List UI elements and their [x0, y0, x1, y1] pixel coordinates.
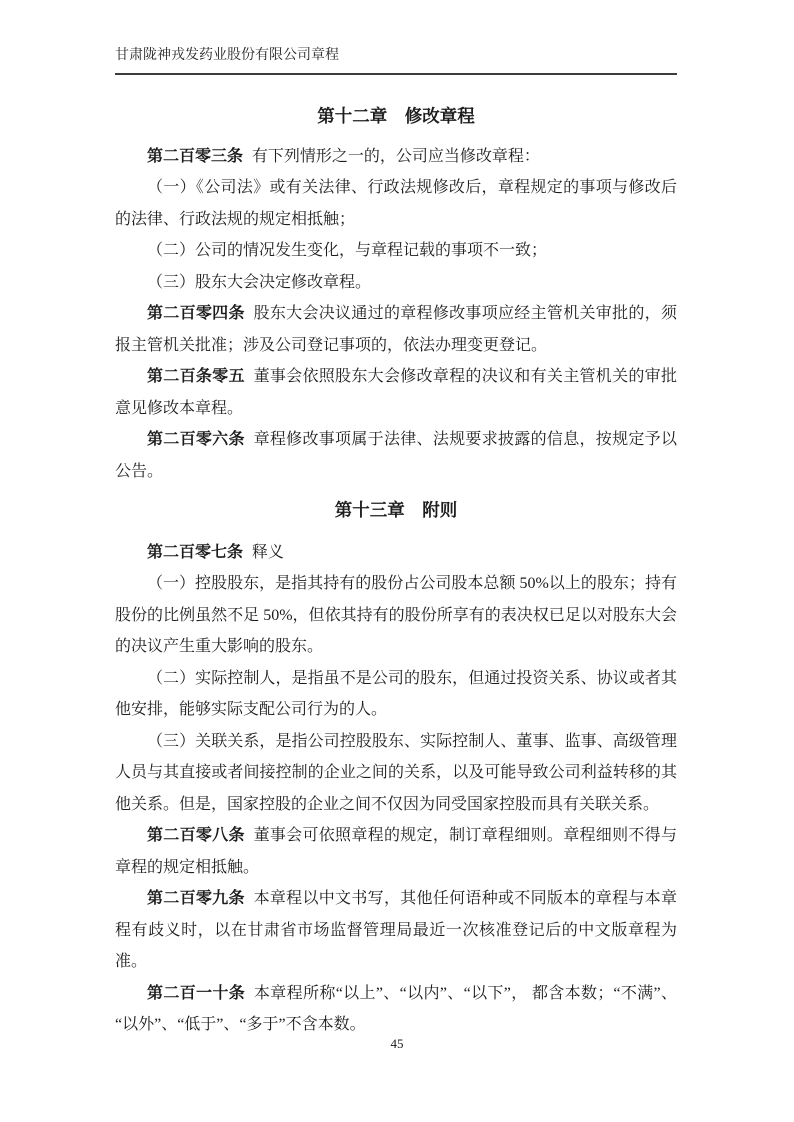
article-number: 第二百一十条 — [147, 984, 246, 1002]
article-paragraph — [115, 537, 677, 569]
article-text: 股东大会决议通过的章程修改事项应经主管机关审批的，须报主管机关批准；涉及公司登记事项的，依法办理变更登记。 — [115, 305, 677, 354]
article-text: 本章程所称“以上”、“以内”、“以下”， 都含本数；“不满”、“以外”、“低于”、“多于”不含本数。 — [115, 984, 677, 1033]
article-paragraph — [115, 883, 677, 978]
article-paragraph — [115, 235, 677, 267]
article-text: （一）《公司法》或有关法律、行政法规修改后，章程规定的事项与修改后的法律、行政法规的规定相抵触； — [115, 179, 677, 228]
article-text: （二）公司的情况发生变化，与章程记载的事项不一致； — [147, 242, 548, 259]
chapter-12-title: 第十二章 修改章程 — [317, 106, 475, 126]
article-text: 董事会可依照章程的规定，制订章程细则。章程细则不得与章程的规定相抵触。 — [115, 827, 677, 876]
article-paragraph — [115, 141, 677, 173]
article-paragraph — [115, 820, 677, 883]
article-paragraph — [115, 568, 677, 663]
article-number: 第二百零八条 — [147, 827, 245, 844]
page-number: 45 — [390, 1036, 404, 1051]
article-number: 第二百零四条 — [147, 305, 245, 322]
article-paragraph — [115, 298, 677, 361]
header-title: 甘肃陇神戎发药业股份有限公司章程 — [115, 48, 339, 63]
article-number: 第二百零九条 — [147, 890, 245, 907]
article-text: （三）股东大会决定修改章程。 — [147, 273, 372, 291]
article-text: （二）实际控制人，是指虽不是公司的股东，但通过投资关系、协议或者其他安排，能够实际支配公司行为的人。 — [115, 669, 677, 718]
chapter-13-title: 第十三章 附则 — [334, 500, 458, 520]
article-text: 章程修改事项属于法律、法规要求披露的信息，按规定予以公告。 — [115, 431, 677, 480]
article-number: 第二百条零五 — [147, 368, 245, 385]
article-text: 本章程以中文书写，其他任何语种或不同版本的章程与本章程有歧义时，以在甘肃省市场监督管理局最近一次核准登记后的中文版章程为准。 — [115, 890, 677, 970]
article-text: （一）控股股东，是指其持有的股份占公司股本总额 50%以上的股东；持有股份的比例虽然不足 50%，但依其持有的股份所享有的表决权已足以对股东大会的决议产生重大影响的股东。 — [115, 575, 677, 655]
article-text: 董事会依照股东大会修改章程的决议和有关主管机关的审批意见修改本章程。 — [115, 368, 677, 417]
article-paragraph — [115, 978, 677, 1041]
page-header — [115, 46, 677, 75]
article-paragraph — [115, 267, 677, 299]
article-number: 第二百零三条 — [147, 147, 244, 165]
article-paragraph — [115, 424, 677, 487]
article-number: 第二百零七条 — [147, 543, 244, 561]
article-number: 第二百零六条 — [147, 431, 245, 448]
article-text: 释义 — [251, 543, 284, 561]
article-paragraph — [115, 726, 677, 821]
article-paragraph — [115, 663, 677, 726]
article-paragraph — [115, 172, 677, 235]
article-text: 有下列情形之一的，公司应当修改章程： — [251, 147, 540, 165]
article-text: （三）关联关系，是指公司控股股东、实际控制人、董事、监事、高级管理人员与其直接或者间接控制的企业之间的关系，以及可能导致公司利益转移的其他关系。但是，国家控股的企业之间不仅因为同受国家控股而具有关联关系。 — [115, 732, 677, 813]
article-paragraph — [115, 361, 677, 424]
document-body — [115, 75, 677, 1041]
